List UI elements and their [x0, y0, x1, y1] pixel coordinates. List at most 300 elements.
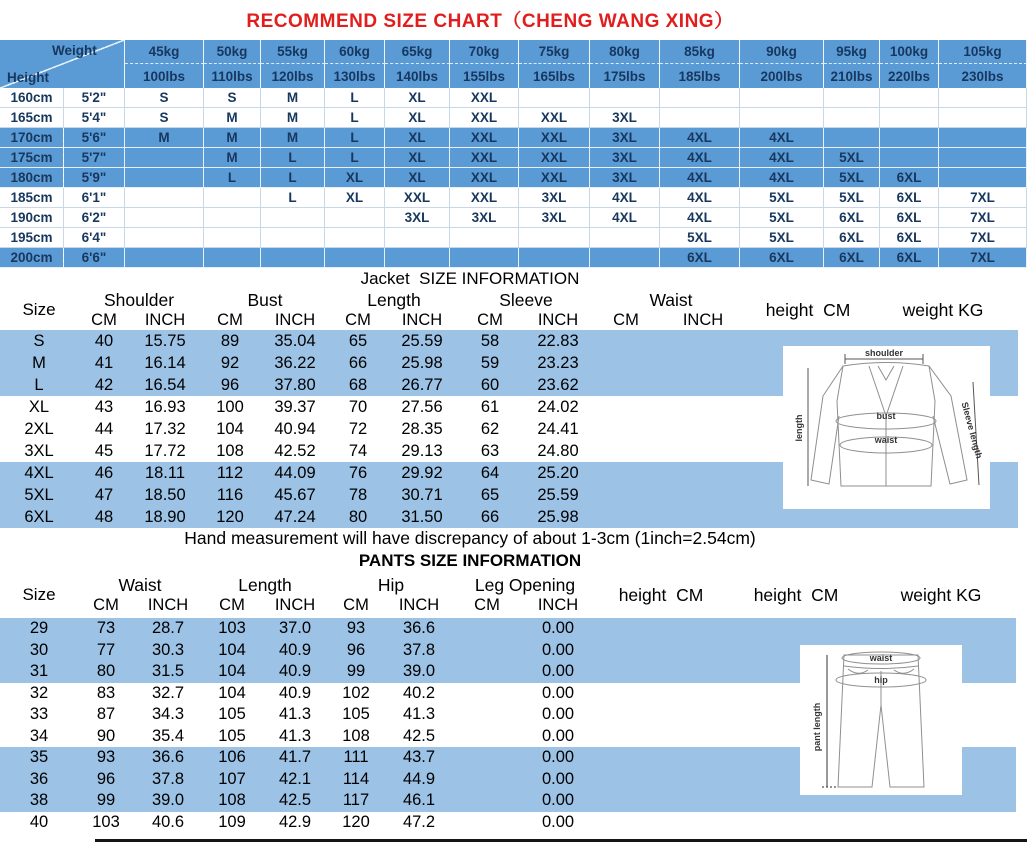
- size-cell: 6XL: [880, 188, 939, 208]
- pants-value-cell: 0.00: [541, 726, 575, 745]
- jacket-table-title: Jacket SIZE INFORMATION: [360, 269, 580, 288]
- jacket-value-cell: 25.98: [401, 353, 443, 372]
- jacket-value-cell: 63: [480, 441, 500, 460]
- pants-value-cell: 39.0: [402, 662, 436, 681]
- jacket-cm-header: CM: [91, 310, 117, 329]
- jacket-value-cell: 43: [94, 397, 114, 416]
- pants-size-header: Size: [22, 585, 56, 604]
- jacket-cm-header: CM: [477, 310, 503, 329]
- pants-value-cell: 44.9: [402, 769, 436, 788]
- size-cell: [450, 228, 519, 248]
- jacket-value-cell: 47.24: [274, 507, 316, 526]
- pants-value-cell: 40.9: [278, 640, 312, 659]
- jacket-value-cell: [658, 352, 748, 374]
- pants-group-length: Length: [238, 574, 292, 595]
- jacket-row-size: M: [32, 353, 46, 372]
- size-cell: [125, 248, 204, 268]
- size-cell: [204, 248, 261, 268]
- size-cell: [125, 168, 204, 188]
- size-cell: L: [261, 188, 325, 208]
- pants-row-size: 32: [29, 683, 49, 702]
- size-cell: [939, 88, 1027, 108]
- jacket-value-cell: 18.90: [144, 507, 186, 526]
- pants-inch-header: INCH: [537, 595, 579, 614]
- size-cell: 6XL: [740, 248, 824, 268]
- size-cell: [590, 228, 660, 248]
- pants-value-cell: 43.7: [402, 748, 436, 767]
- height-cm-cell: 165cm: [0, 108, 64, 128]
- pants-cm-header: CM: [474, 595, 500, 614]
- weight-kg-header: 80kg: [590, 40, 660, 64]
- size-cell: L: [325, 88, 385, 108]
- pants-value-cell: 83: [96, 683, 116, 702]
- pants-table-row: [0, 618, 1016, 640]
- jacket-group-waist: Waist: [649, 289, 693, 310]
- weight-height-corner: [0, 40, 125, 88]
- size-cell: 4XL: [660, 188, 740, 208]
- jacket-value-cell: 25.20: [537, 463, 579, 482]
- jacket-value-cell: 45.67: [274, 485, 316, 504]
- height-cm-cell: 190cm: [0, 208, 64, 228]
- corner-height-label: Height: [7, 70, 49, 85]
- jacket-value-cell: 42.52: [274, 441, 316, 460]
- size-cell: [261, 248, 325, 268]
- jacket-value-cell: 48: [94, 507, 114, 526]
- jacket-value-cell: 108: [216, 441, 244, 460]
- jacket-value-cell: 47: [94, 485, 114, 504]
- weight-lbs-header: 100lbs: [125, 64, 204, 88]
- pants-value-cell: 99: [346, 662, 366, 681]
- jacket-row-size: L: [34, 375, 44, 394]
- size-cell: M: [125, 128, 204, 148]
- jacket-value-cell: 120: [216, 507, 244, 526]
- weight-kg-header: 105kg: [939, 40, 1027, 64]
- jacket-value-cell: 65: [480, 485, 500, 504]
- size-cell: XL: [385, 168, 450, 188]
- jacket-cm-header: CM: [217, 310, 243, 329]
- pants-cm-header: CM: [93, 595, 119, 614]
- size-cell: [385, 228, 450, 248]
- pants-inch-header: INCH: [147, 595, 189, 614]
- pants-value-cell: 87: [96, 705, 116, 724]
- jacket-value-cell: 61: [480, 397, 500, 416]
- weight-kg-header: 55kg: [261, 40, 325, 64]
- pants-value-cell: 99: [96, 791, 116, 810]
- jacket-table-header: [0, 290, 1018, 330]
- weight-lbs-header: 110lbs: [204, 64, 261, 88]
- height-ft-cell: 6'6": [63, 248, 125, 268]
- size-cell: M: [261, 88, 325, 108]
- jacket-value-cell: 58: [480, 331, 500, 350]
- pants-row-size: 29: [29, 619, 49, 638]
- pants-cm-header: CM: [219, 595, 245, 614]
- pants-value-cell: 41.3: [278, 705, 312, 724]
- size-grid-row: [0, 128, 1027, 148]
- pants-value-cell: 93: [346, 619, 366, 638]
- size-cell: [204, 228, 261, 248]
- pants-value-cell: 42.5: [402, 726, 436, 745]
- jacket-value-cell: [658, 374, 748, 396]
- pants-value-cell: [454, 769, 520, 791]
- pants-table-header: [0, 575, 1016, 615]
- jacket-value-cell: [594, 352, 658, 374]
- pants-value-cell: 42.9: [278, 812, 312, 831]
- pants-value-cell: 40.6: [151, 812, 185, 831]
- size-cell: [261, 228, 325, 248]
- size-cell: 7XL: [939, 188, 1027, 208]
- pants-value-cell: 31.5: [151, 662, 185, 681]
- size-cell: XL: [325, 168, 385, 188]
- jacket-value-cell: 46: [94, 463, 114, 482]
- jacket-value-cell: 72: [348, 419, 368, 438]
- pants-value-cell: 117: [342, 791, 370, 810]
- jacket-value-cell: 62: [480, 419, 500, 438]
- size-cell: 3XL: [519, 188, 590, 208]
- size-grid-body: [0, 88, 1027, 268]
- size-cell: S: [125, 108, 204, 128]
- pants-value-cell: 104: [218, 683, 246, 702]
- pants-value-cell: 104: [218, 662, 246, 681]
- jacket-value-cell: 59: [480, 353, 500, 372]
- size-cell: XXL: [519, 128, 590, 148]
- pants-value-cell: 105: [218, 726, 246, 745]
- size-cell: [125, 188, 204, 208]
- size-cell: 5XL: [660, 228, 740, 248]
- size-cell: M: [204, 128, 261, 148]
- height-ft-cell: 5'9": [63, 168, 125, 188]
- size-cell: 4XL: [740, 128, 824, 148]
- jacket-value-cell: 18.11: [144, 463, 186, 482]
- weight-kg-header: 65kg: [385, 40, 450, 64]
- pants-row-size: 38: [29, 791, 49, 810]
- pants-value-cell: 120: [342, 812, 370, 831]
- weight-kg-header: 50kg: [204, 40, 261, 64]
- pants-row-size: 35: [29, 748, 49, 767]
- pants-row-size: 30: [29, 640, 49, 659]
- jacket-value-cell: 31.50: [401, 507, 443, 526]
- size-cell: [125, 148, 204, 168]
- jacket-group-sleeve: Sleeve: [499, 289, 553, 310]
- pants-value-cell: 40.2: [402, 683, 436, 702]
- pants-value-cell: 103: [218, 619, 246, 638]
- jacket-value-cell: 17.72: [144, 441, 186, 460]
- size-grid-row: [0, 188, 1027, 208]
- weight-kg-header: 100kg: [880, 40, 939, 64]
- jacket-group-length: Length: [367, 289, 421, 310]
- jacket-value-cell: 35.04: [274, 331, 316, 350]
- size-cell: 5XL: [740, 228, 824, 248]
- pants-value-cell: [454, 747, 520, 769]
- size-cell: 3XL: [590, 148, 660, 168]
- weight-kg-header: 70kg: [450, 40, 519, 64]
- pants-value-cell: 109: [218, 812, 246, 831]
- jacket-row-size: XL: [28, 397, 50, 416]
- jacket-table-row: [0, 506, 1018, 528]
- pants-value-cell: [454, 812, 520, 834]
- jacket-value-cell: [658, 396, 748, 418]
- jacket-group-bust: Bust: [247, 289, 283, 310]
- pants-value-cell: 114: [342, 769, 370, 788]
- jacket-value-cell: 64: [480, 463, 500, 482]
- weight-kg-header: 60kg: [325, 40, 385, 64]
- weight-lbs-header: 210lbs: [824, 64, 880, 88]
- pants-value-cell: 41.7: [278, 748, 312, 767]
- size-cell: [385, 248, 450, 268]
- size-cell: XL: [385, 148, 450, 168]
- height-cm-cell: 180cm: [0, 168, 64, 188]
- size-cell: [660, 88, 740, 108]
- jacket-value-cell: 25.59: [537, 485, 579, 504]
- pants-table-row: [0, 812, 1016, 834]
- pants-weight-header: weight KG: [900, 584, 982, 605]
- size-grid-row: [0, 228, 1027, 248]
- pants-value-cell: 36.6: [402, 619, 436, 638]
- pants-table-title: PANTS SIZE INFORMATION: [358, 551, 582, 570]
- jacket-row-size: 3XL: [24, 441, 54, 460]
- jacket-value-cell: 29.13: [401, 441, 443, 460]
- jacket-value-cell: [594, 418, 658, 440]
- pants-value-cell: 93: [96, 748, 116, 767]
- size-cell: 5XL: [824, 148, 880, 168]
- size-cell: [824, 108, 880, 128]
- size-grid-row: [0, 148, 1027, 168]
- pants-value-cell: 0.00: [541, 619, 575, 638]
- size-cell: XXL: [519, 148, 590, 168]
- jacket-value-cell: 96: [220, 375, 240, 394]
- pants-value-cell: 37.8: [151, 769, 185, 788]
- size-cell: [204, 208, 261, 228]
- size-cell: [880, 148, 939, 168]
- pants-value-cell: 39.0: [151, 791, 185, 810]
- jacket-value-cell: 40: [94, 331, 114, 350]
- jacket-value-cell: 116: [216, 485, 244, 504]
- size-cell: XL: [385, 88, 450, 108]
- size-cell: 4XL: [660, 148, 740, 168]
- size-cell: 6XL: [660, 248, 740, 268]
- weight-kg-header: 90kg: [740, 40, 824, 64]
- pants-length-label: pant length: [812, 702, 822, 752]
- pants-value-cell: [454, 661, 520, 683]
- pants-value-cell: 102: [342, 683, 370, 702]
- size-cell: 6XL: [824, 248, 880, 268]
- size-cell: XL: [385, 128, 450, 148]
- size-cell: 5XL: [824, 168, 880, 188]
- jacket-value-cell: 17.32: [144, 419, 186, 438]
- height-ft-cell: 6'1": [63, 188, 125, 208]
- size-cell: 5XL: [740, 208, 824, 228]
- jacket-value-cell: [658, 506, 748, 528]
- jacket-value-cell: 28.35: [401, 419, 443, 438]
- jacket-value-cell: 60: [480, 375, 500, 394]
- size-cell: 3XL: [519, 208, 590, 228]
- jacket-waist-label: waist: [874, 435, 898, 445]
- size-cell: [939, 128, 1027, 148]
- jacket-value-cell: 29.92: [401, 463, 443, 482]
- height-ft-cell: 6'2": [63, 208, 125, 228]
- size-cell: L: [325, 108, 385, 128]
- page-title: RECOMMEND SIZE CHART（CHENG WANG XING）: [246, 11, 734, 32]
- jacket-weight-header: weight KG: [902, 299, 984, 320]
- jacket-cm-header: CM: [613, 310, 639, 329]
- jacket-shoulder-label: shoulder: [864, 348, 904, 358]
- jacket-value-cell: [658, 418, 748, 440]
- weight-lbs-header: 220lbs: [880, 64, 939, 88]
- jacket-value-cell: 45: [94, 441, 114, 460]
- jacket-value-cell: [594, 396, 658, 418]
- pants-value-cell: 73: [96, 619, 116, 638]
- weight-lbs-header: 230lbs: [939, 64, 1027, 88]
- size-cell: L: [204, 168, 261, 188]
- height-cm-cell: 170cm: [0, 128, 64, 148]
- size-cell: L: [261, 148, 325, 168]
- jacket-value-cell: 24.41: [537, 419, 579, 438]
- jacket-sleeve-length-label: Sleeve length: [959, 400, 985, 460]
- pants-value-cell: 96: [96, 769, 116, 788]
- jacket-value-cell: [594, 462, 658, 484]
- pants-value-cell: 41.3: [278, 726, 312, 745]
- jacket-value-cell: 41: [94, 353, 114, 372]
- size-cell: XXL: [519, 168, 590, 188]
- size-cell: [660, 108, 740, 128]
- size-grid-row: [0, 108, 1027, 128]
- pants-value-cell: 77: [96, 640, 116, 659]
- pants-value-cell: 41.3: [402, 705, 436, 724]
- pants-value-cell: 103: [92, 812, 120, 831]
- jacket-value-cell: [658, 440, 748, 462]
- size-grid-row: [0, 88, 1027, 108]
- pants-inch-header: INCH: [398, 595, 440, 614]
- size-cell: [939, 168, 1027, 188]
- size-cell: [261, 208, 325, 228]
- jacket-inch-header: INCH: [682, 310, 724, 329]
- weight-lbs-header: 140lbs: [385, 64, 450, 88]
- jacket-value-cell: 16.54: [144, 375, 186, 394]
- jacket-value-cell: 25.98: [537, 507, 579, 526]
- size-cell: 6XL: [880, 168, 939, 188]
- pants-value-cell: 0.00: [541, 812, 575, 831]
- height-ft-cell: 5'4": [63, 108, 125, 128]
- weight-lbs-header: 120lbs: [261, 64, 325, 88]
- jacket-cm-header: CM: [345, 310, 371, 329]
- jacket-row-size: 6XL: [24, 507, 54, 526]
- recommend-size-grid: [0, 40, 1027, 268]
- jacket-value-cell: 40.94: [274, 419, 316, 438]
- jacket-value-cell: 44.09: [274, 463, 316, 482]
- height-cm-cell: 160cm: [0, 88, 64, 108]
- size-cell: 3XL: [590, 168, 660, 188]
- jacket-value-cell: 112: [216, 463, 244, 482]
- jacket-value-cell: 27.56: [401, 397, 443, 416]
- jacket-value-cell: 68: [348, 375, 368, 394]
- size-cell: [824, 88, 880, 108]
- size-cell: [125, 208, 204, 228]
- measurement-note: Hand measurement will have discrepancy of about 1-3cm (1inch=2.54cm): [184, 528, 756, 548]
- weight-lbs-header: 175lbs: [590, 64, 660, 88]
- size-cell: [325, 228, 385, 248]
- size-grid-row: [0, 208, 1027, 228]
- size-cell: 6XL: [880, 228, 939, 248]
- pants-value-cell: 40.9: [278, 683, 312, 702]
- size-grid-row: [0, 248, 1027, 268]
- jacket-value-cell: 37.80: [274, 375, 316, 394]
- size-cell: [939, 148, 1027, 168]
- pants-value-cell: [454, 618, 520, 640]
- height-cm-cell: 185cm: [0, 188, 64, 208]
- jacket-value-cell: 76: [348, 463, 368, 482]
- jacket-inch-header: INCH: [401, 310, 443, 329]
- pants-row-size: 33: [29, 705, 49, 724]
- size-cell: [450, 248, 519, 268]
- pants-value-cell: [454, 704, 520, 726]
- size-cell: 4XL: [740, 148, 824, 168]
- jacket-value-cell: [658, 462, 748, 484]
- pants-value-cell: 0.00: [541, 705, 575, 724]
- size-cell: 5XL: [740, 188, 824, 208]
- jacket-value-cell: 15.75: [144, 331, 186, 350]
- jacket-value-cell: 23.62: [537, 375, 579, 394]
- jacket-value-cell: 22.83: [537, 331, 579, 350]
- size-cell: 3XL: [590, 108, 660, 128]
- pants-value-cell: 37.8: [402, 640, 436, 659]
- pants-value-cell: 0.00: [541, 640, 575, 659]
- weight-lbs-header: 130lbs: [325, 64, 385, 88]
- size-cell: S: [125, 88, 204, 108]
- weight-kg-header: 85kg: [660, 40, 740, 64]
- jacket-height-header: height CM: [765, 299, 851, 320]
- pants-group-waist: Waist: [118, 574, 162, 595]
- size-cell: 4XL: [590, 208, 660, 228]
- size-cell: 6XL: [824, 228, 880, 248]
- pants-row-size: 34: [29, 726, 49, 745]
- size-cell: 6XL: [880, 248, 939, 268]
- pants-value-cell: 108: [218, 791, 246, 810]
- jacket-inch-header: INCH: [274, 310, 316, 329]
- pants-value-cell: 90: [96, 726, 116, 745]
- size-cell: M: [204, 148, 261, 168]
- size-cell: L: [261, 168, 325, 188]
- size-cell: 3XL: [450, 208, 519, 228]
- size-cell: [204, 188, 261, 208]
- size-cell: 3XL: [385, 208, 450, 228]
- pants-hip-label: hip: [874, 675, 888, 685]
- jacket-value-cell: [658, 330, 748, 352]
- size-cell: 7XL: [939, 228, 1027, 248]
- jacket-inch-header: INCH: [537, 310, 579, 329]
- pants-row-size: 36: [29, 769, 49, 788]
- pants-value-cell: 105: [342, 705, 370, 724]
- jacket-group-shoulder: Shoulder: [103, 289, 175, 310]
- pants-value-cell: 0.00: [541, 769, 575, 788]
- size-cell: M: [261, 108, 325, 128]
- pants-value-cell: 104: [218, 640, 246, 659]
- pants-value-cell: 30.3: [151, 640, 185, 659]
- pants-value-cell: [454, 683, 520, 705]
- jacket-row-size: S: [33, 331, 45, 350]
- jacket-value-cell: 100: [216, 397, 244, 416]
- size-cell: 3XL: [590, 128, 660, 148]
- jacket-value-cell: 24.80: [537, 441, 579, 460]
- jacket-value-cell: [594, 440, 658, 462]
- size-cell: [519, 248, 590, 268]
- pants-row-size: 40: [29, 812, 49, 831]
- pants-value-cell: 108: [342, 726, 370, 745]
- weight-lbs-header: 155lbs: [450, 64, 519, 88]
- size-cell: XXL: [519, 108, 590, 128]
- jacket-value-cell: 39.37: [274, 397, 316, 416]
- size-grid-row: [0, 168, 1027, 188]
- jacket-value-cell: 18.50: [144, 485, 186, 504]
- pants-value-cell: 111: [343, 748, 369, 767]
